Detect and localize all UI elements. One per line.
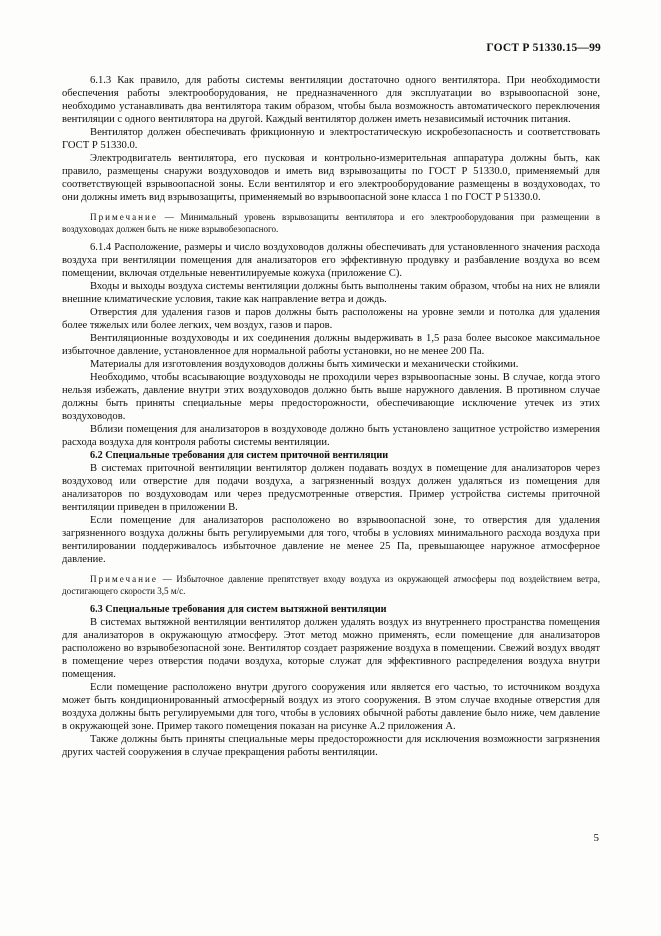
paragraph: Если помещение для анализаторов расположено во взрывоопасной зоне, то отверстия для удаления загрязненного воздуха должны быть регулируемыми для того, чтобы в условиях минимального расхода воздуха при вентилировании поддерживалось избыточное давление не менее 25 Па, превышающее наружное атмосферное давление.: [62, 515, 600, 565]
paragraph: Входы и выходы воздуха системы вентиляции должны быть выполнены таким образом, чтобы на них не влияли внешние климатические условия, такие как направление ветра и дождь.: [62, 281, 600, 305]
paragraph: Вентилятор должен обеспечивать фрикционную и электростатическую искробезопасность и соответствовать ГОСТ Р 51330.0.: [62, 127, 600, 151]
paragraph: В системах приточной вентиляции вентилятор должен подавать воздух в помещение для анализаторов через воздуховод или отверстие для подачи воздуха, а загрязненный воздух должен удаляться из помещения для анализаторов по воздуховодам или через предусмотренные отверстия. Пример устройства системы приточной вентиляции приведен в приложении В.: [62, 463, 600, 513]
paragraph: Материалы для изготовления воздуховодов должны быть химически и механически стойкими.: [90, 359, 519, 370]
paragraph: Вблизи помещения для анализаторов в воздуховоде должно быть установлено защитное устройство измерения расхода воздуха для контроля работы системы вентиляции.: [62, 424, 600, 448]
paragraph: Если помещение расположено внутри другого сооружения или является его частью, то источником воздуха может быть кондиционированный атмосферный воздух из этого сооружения. В этом случае входные отверстия для воздуха должны быть регулируемыми для того, чтобы в условиях обычной работы давление было ниже, чем давление в окружающей зоне. Пример такого помещения показан на рисунке А.2 приложения А.: [62, 682, 600, 732]
paragraph: Электродвигатель вентилятора, его пусковая и контрольно-измерительная аппаратура должны быть, как правило, размещены снаружи воздуховодов и иметь вид взрывозащиты по ГОСТ Р 51330.0, применяемый для соответствующей взрывоопасной зоны. Если вентилятор и его электрооборудование размещены в воздуховодах, то они должны иметь вид взрывозащиты, применяемый во взрывоопасной зоне класса 1 по ГОСТ Р 51330.0.: [62, 153, 600, 203]
note: [62, 573, 600, 597]
paragraph-6-1-4: 6.1.4 Расположение, размеры и число воздуховодов должны обеспечивать для установленного значения расхода воздуха при вентиляции помещения для анализаторов его эффективную продувку и разбавление воздуха во всем помещении, включая отдельные невентилируемые кожуха (приложение С).: [62, 242, 600, 279]
page-content: [62, 74, 600, 759]
note: [62, 211, 600, 235]
section-heading-6-3: 6.3 Специальные требования для систем вытяжной вентиляции: [90, 604, 387, 615]
page-number: 5: [593, 832, 599, 844]
paragraph: В системах вытяжной вентиляции вентилятор должен удалять воздух из внутреннего пространства помещения для анализаторов в окружающую атмосферу. Этот метод можно применять, если помещение для анализаторов расположено во взрывобезопасной зоне. Вентилятор создает разряжение воздуха в помещении. Свежий воздух вводят в помещение через отверстия подачи воздуха, которые служат для эффективного распределения воздуха внутри помещения.: [62, 617, 600, 680]
note-text: — Минимальный уровень взрывозащиты вентилятора и его электрооборудования при размещении в воздуховодах должен быть не ниже взрывобезопасного.: [62, 212, 600, 234]
paragraph: Отверстия для удаления газов и паров должны быть расположены на уровне земли и потолка для удаления более тяжелых или более легких, чем воздух, газов и паров.: [62, 307, 600, 331]
paragraph: Вентиляционные воздуховоды и их соединения должны выдерживать в 1,5 раза более высокое максимальное избыточное давление, установленное для нормальной работы установки, но не менее 200 Па.: [62, 333, 600, 357]
paragraph-6-1-3: 6.1.3 Как правило, для работы системы вентиляции достаточно одного вентилятора. При необходимости обеспечения работы электрооборудования, не предназначенного для эксплуатации во взрывоопасной зоне, необходимо устанавливать два вентилятора таким образом, чтобы была возможность автоматического переключения вентиляции с одного вентилятора на другой. Каждый вентилятор должен иметь независимый источник питания.: [62, 75, 600, 125]
paragraph: Также должны быть приняты специальные меры предосторожности для исключения возможности загрязнения других частей сооружения в случае прекращения работы вентиляции.: [62, 734, 600, 758]
paragraph: Необходимо, чтобы всасывающие воздуховоды не проходили через взрывоопасные зоны. В случае, когда этого нельзя избежать, давление внутри этих воздуховодов должно быть выше наружного давления. В противном случае должны быть приняты специальные меры предосторожности, обеспечивающие исключение утечек из этих воздуховодов.: [62, 372, 600, 422]
note-text: — Избыточное давление препятствует входу воздуха из окружающей атмосферы под воздействием ветра, достигающего скорости 3,5 м/с.: [62, 574, 600, 596]
section-heading-6-2: 6.2 Специальные требования для систем приточной вентиляции: [90, 450, 389, 461]
note-label: Примечание: [90, 574, 158, 584]
note-label: Примечание: [90, 212, 158, 222]
standard-header: ГОСТ Р 51330.15—99: [486, 42, 601, 54]
